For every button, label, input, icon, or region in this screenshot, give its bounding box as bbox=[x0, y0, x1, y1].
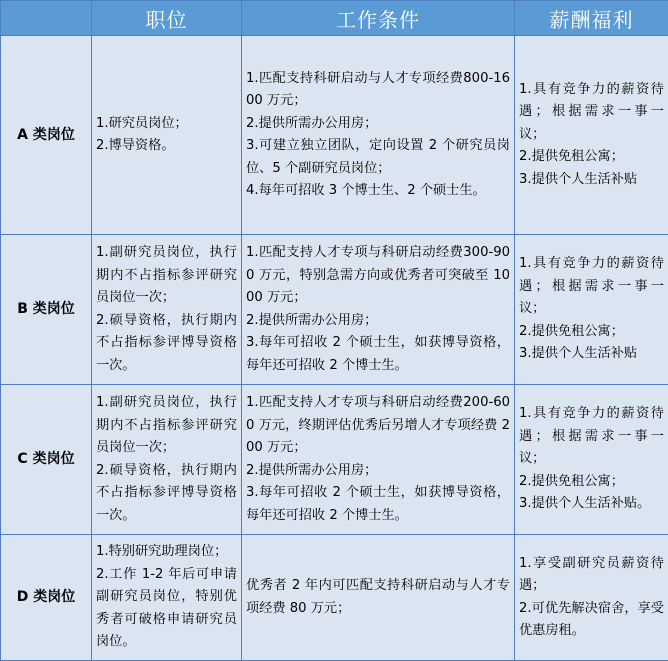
header-conditions: 工作条件 bbox=[242, 1, 515, 36]
header-position: 职位 bbox=[92, 1, 242, 36]
header-blank bbox=[1, 1, 92, 36]
benefit-line: 1.具有竞争力的薪资待遇；根据需求一事一议； bbox=[519, 406, 664, 467]
benefit-line: 1.具有竞争力的薪资待遇；根据需求一事一议； bbox=[519, 256, 664, 317]
position-line: 2.博导资格。 bbox=[96, 138, 175, 153]
header-benefits: 薪酬福利 bbox=[515, 1, 668, 36]
condition-line: 3.可建立独立团队，定向设置 2 个研究员岗位、5 个副研究员岗位； bbox=[246, 138, 510, 176]
benefits-cell bbox=[515, 535, 668, 661]
benefits-cell bbox=[515, 235, 668, 385]
condition-line: 2.提供所需办公用房； bbox=[246, 462, 378, 478]
position-line: 2.硕导资格，执行期内不占指标参评博导资格一次。 bbox=[96, 312, 237, 373]
table-row bbox=[1, 535, 668, 661]
condition-line: 1.匹配支持人才专项与科研启动经费300-900 万元，特别急需方向或优秀者可突破至 1000 万元； bbox=[246, 245, 510, 305]
benefit-line: 2.提供免租公寓； bbox=[519, 149, 624, 165]
conditions-cell bbox=[242, 235, 515, 385]
benefit-line: 1.具有竞争力的薪资待遇；根据需求一事一议； bbox=[519, 81, 664, 142]
table-row bbox=[1, 385, 668, 535]
position-cell bbox=[92, 535, 242, 661]
benefit-line: 2.提供免租公寓； bbox=[519, 473, 624, 489]
benefits-cell bbox=[515, 385, 668, 535]
category-cell: D 类岗位 bbox=[1, 535, 92, 661]
position-line: 1.副研究员岗位，执行期内不占指标参评研究员岗位一次； bbox=[96, 395, 237, 455]
condition-line: 4.每年可招收 3 个博士生、2 个硕士生。 bbox=[246, 183, 486, 198]
condition-line: 1.匹配支持科研启动与人才专项经费800-1600 万元； bbox=[246, 70, 510, 108]
category-cell: A 类岗位 bbox=[1, 36, 92, 235]
benefit-line: 3.提供个人生活补贴 bbox=[519, 171, 638, 187]
table-row bbox=[1, 36, 668, 235]
benefit-line: 3.提供个人生活补贴。 bbox=[519, 496, 651, 512]
table-row bbox=[1, 235, 668, 385]
position-line: 2.工作 1-2 年后可申请副研究员岗位，特别优秀者可破格申请研究员岗位。 bbox=[96, 566, 237, 650]
position-cell bbox=[92, 385, 242, 535]
benefit-line: 1.享受副研究员薪资待遇； bbox=[519, 555, 664, 593]
benefits-cell bbox=[515, 36, 668, 235]
condition-line: 1.匹配支持人才专项与科研启动经费200-600 万元，终期评估优秀后另增人才专项经费 200 万元； bbox=[246, 395, 510, 455]
position-cell bbox=[92, 235, 242, 385]
position-line: 1.研究员岗位； bbox=[96, 115, 188, 131]
condition-line: 2.提供所需办公用房； bbox=[246, 312, 378, 328]
position-line: 1.副研究员岗位，执行期内不占指标参评研究员岗位一次； bbox=[96, 245, 237, 305]
position-cell bbox=[92, 36, 242, 235]
conditions-cell bbox=[242, 535, 515, 661]
condition-line: 优秀者 2 年内可匹配支持科研启动与人才专项经费 80 万元； bbox=[246, 578, 510, 616]
category-cell: C 类岗位 bbox=[1, 385, 92, 535]
category-cell: B 类岗位 bbox=[1, 235, 92, 385]
conditions-cell bbox=[242, 385, 515, 535]
condition-line: 2.提供所需办公用房； bbox=[246, 115, 378, 131]
benefit-line: 2.提供免租公寓； bbox=[519, 323, 624, 339]
benefit-line: 3.提供个人生活补贴 bbox=[519, 346, 638, 362]
position-line: 1.特别研究助理岗位； bbox=[96, 544, 228, 560]
condition-line: 3.每年可招收 2 个硕士生，如获博导资格，每年还可招收 2 个博士生。 bbox=[246, 335, 510, 373]
condition-line: 3.每年可招收 2 个硕士生，如获博导资格，每年还可招收 2 个博士生。 bbox=[246, 485, 510, 523]
position-line: 2.硕导资格，执行期内不占指标参评博导资格一次。 bbox=[96, 462, 237, 523]
header-row bbox=[1, 1, 668, 36]
benefit-line: 2.可优先解决宿舍，享受优惠房租。 bbox=[519, 600, 664, 638]
conditions-cell bbox=[242, 36, 515, 235]
